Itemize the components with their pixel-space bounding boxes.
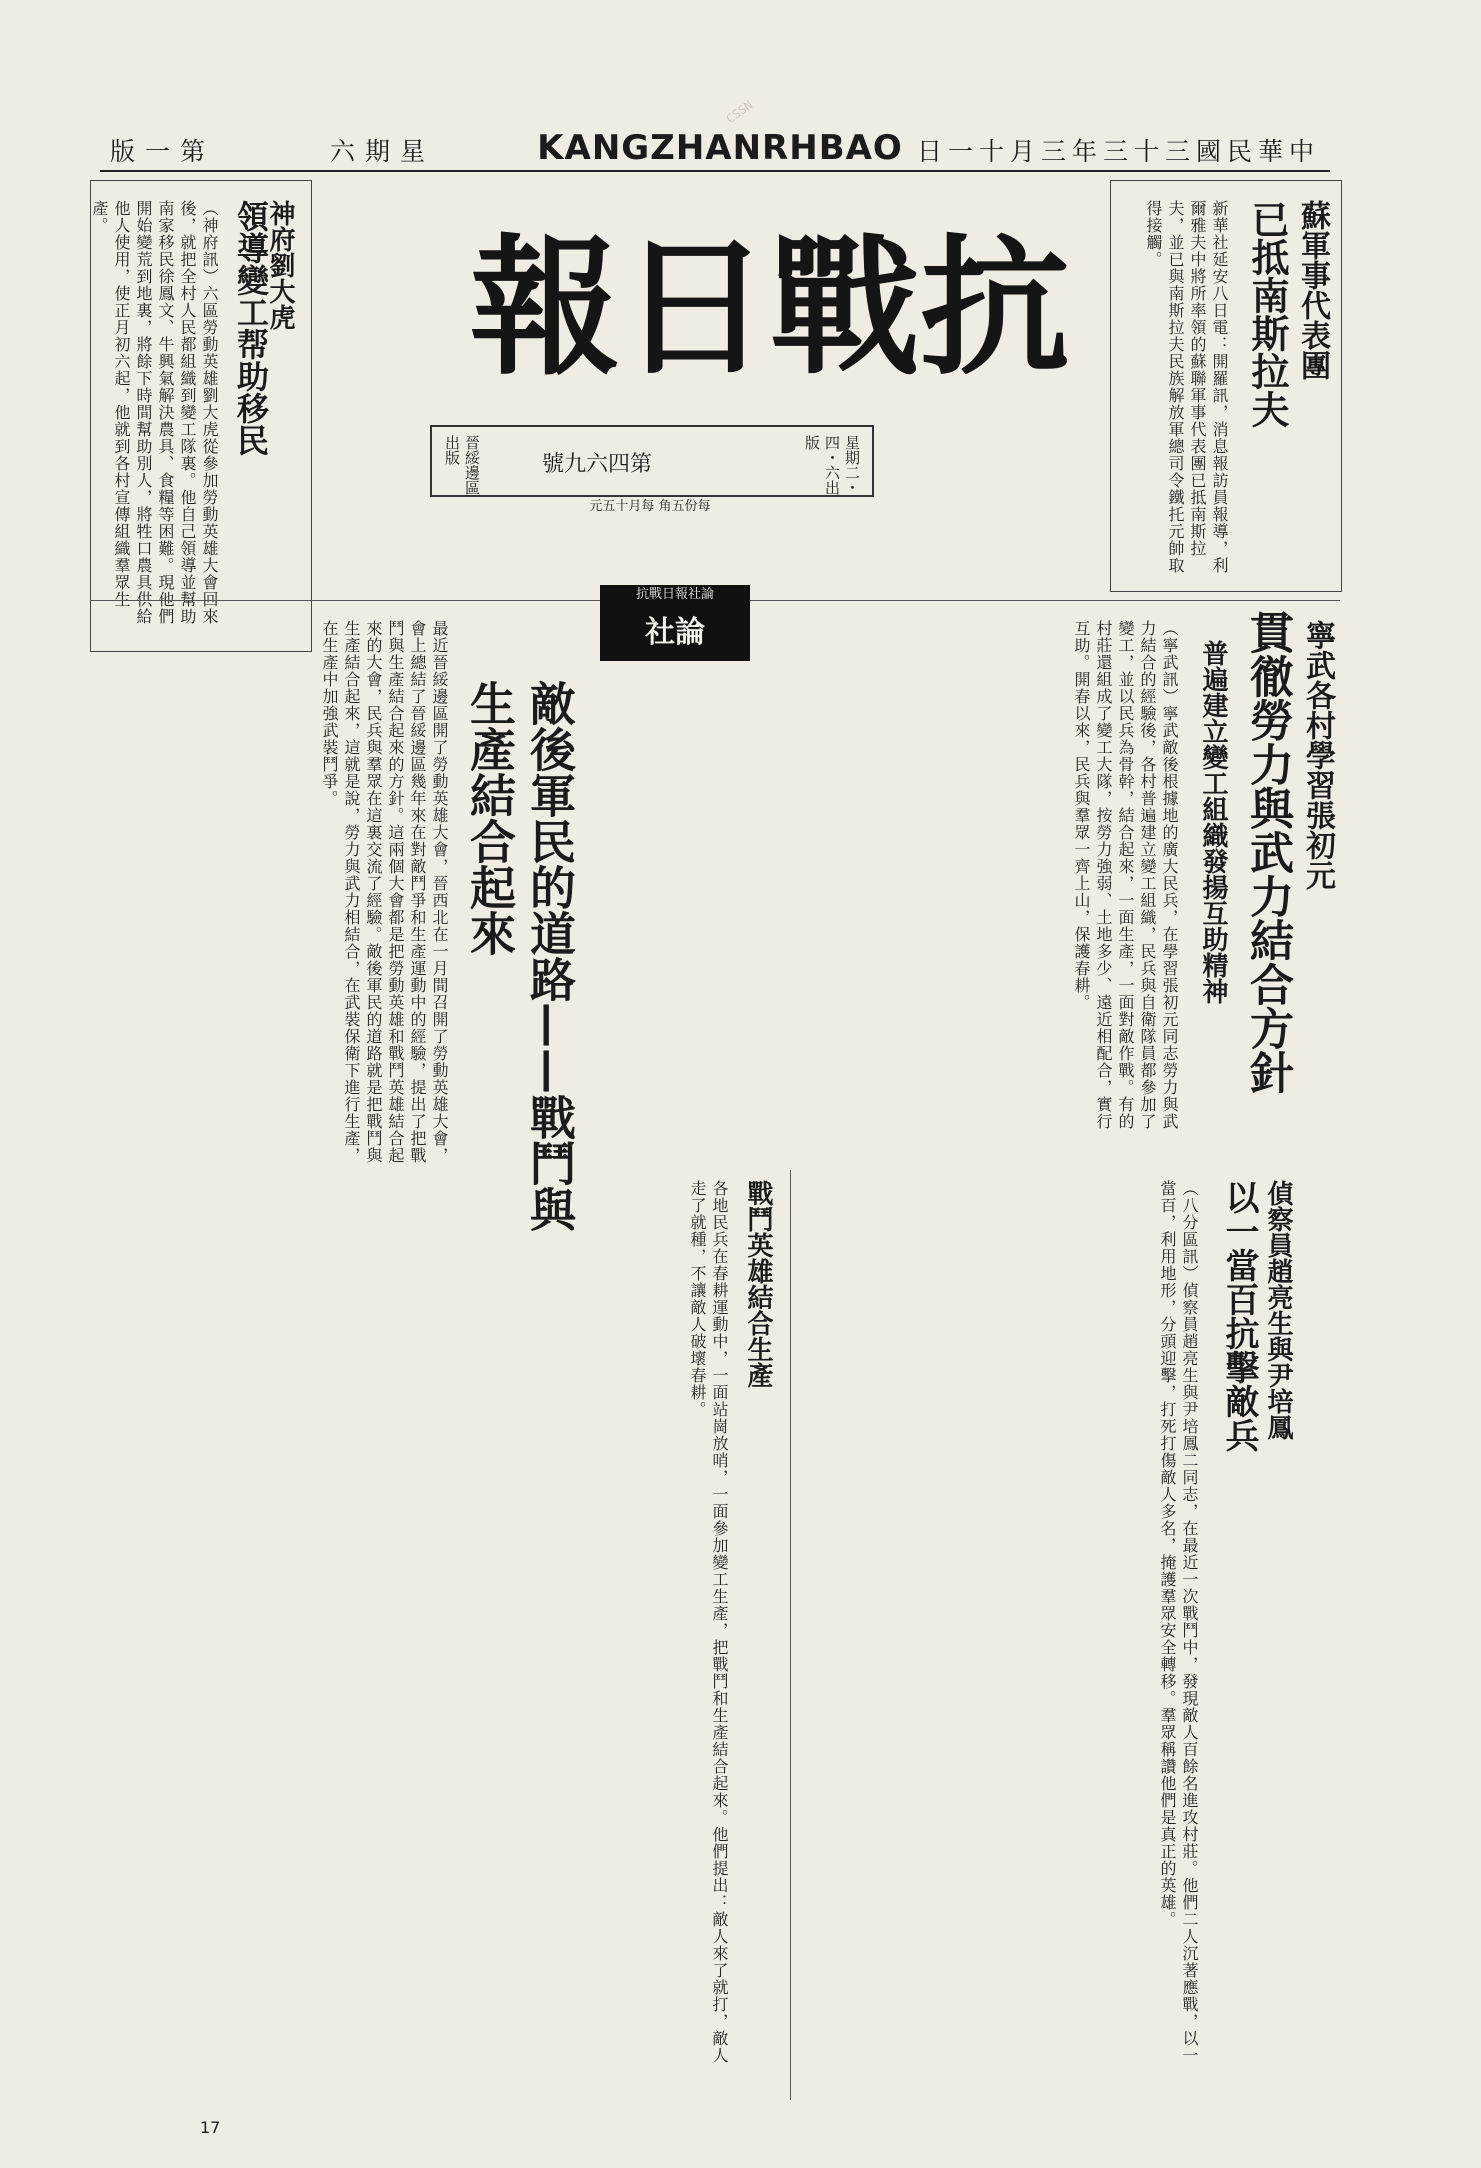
masthead-logo [440,220,1100,396]
soviet-heading-2: 已抵南斯拉夫 [1245,200,1290,428]
edition-label: 第一版 [110,137,216,166]
baxiang-body: （八分區訊）偵察員趙亮生與尹培鳳二同志，在最近一次戰鬥中，發現敵人百餘名進攻村莊。他們二人沉著應戰，以一當百，利用地形，分頭迎擊，打死打傷敵人多名，掩護羣眾安全轉移。羣眾稱讚他們是真正的英雄。 [1158,1180,1199,2064]
ningwu-heading-small: 寧武各村學習張初元 [1300,620,1335,890]
lower-heading: 戰鬥英雄結合生產 [743,1180,773,1388]
editorial-badge: 社論 [600,605,750,661]
editorial-body: 最近晉綏邊區開了勞動英雄大會，晉西北在一月間召開了勞動英雄大會，會上總結了晉綏邊區幾年來在對敵鬥爭和生產運動中的經驗，提出了把戰鬥與生產結合起來的方針。這兩個大會都是把勞動英雄和戰鬥英雄結合起來的大會，民兵與羣眾在這裏交流了經驗。敵後軍民的道路就是把戰鬥與生產結合起來，這就是說，勞力與武力相結合，在武裝保衛下進行生產，在生產中加強武裝鬥爭。 [320,620,449,1164]
masthead [440,190,1100,450]
page-header [110,128,1320,168]
baxiang-heading: 以一當百抗擊敵兵 [1219,1180,1259,1452]
publish-days: 星期二・四・六出版 [803,435,861,495]
watermark-stamp: CSSN [723,97,756,127]
ningwu-subheading: 普遍建立變工組織發揚互助精神 [1198,640,1228,1004]
weekday-label: 星期六 [330,137,436,166]
romanized-title: KANGZHANRHBAO [537,128,903,168]
lower-body: 各地民兵在春耕運動中，一面站崗放哨，一面參加變工生產，把戰鬥和生產結合起來。他們提出：敵人來了就打，敵人走了就種，不讓敵人破壞春耕。 [688,1180,729,2064]
shenfu-body: （神府訊）六區勞動英雄劉大虎從參加勞動英雄大會回來後，就把全村人民都組織到變工隊裏。他自己領導並幫助南家移民徐鳳文、牛興氣解決農具、食糧等困難。現他們開始變荒到地裏，將餘下時間幫助別人，將牲口農具供給他人使用，使正月初六起，他就到各村宣傳組織羣眾生產。 [90,200,219,625]
masthead-info-box [430,425,874,497]
ningwu-body: （寧武訊）寧武敵後根據地的廣大民兵，在學習張初元同志勞力與武力結合的經驗後，各村普遍建立變工組織，民兵與自衛隊員都參加了變工，並以民兵為骨幹，結合起來，一面生產，一面對敵作戰。有的村莊還組成了變工大隊，按勞力強弱、土地多少、遠近相配合，實行互助。開春以來，民兵與羣眾一齊上山，保護春耕。 [1072,620,1179,1130]
price-note: 每份五角 每月十五元 [589,499,711,514]
logo-text: 抗戰日報 [469,220,1071,396]
column-divider [790,1170,791,2100]
baxiang-heading-small: 偵察員趙亮生與尹培鳳 [1263,1180,1293,1440]
ningwu-heading: 貫徹勞力與武力結合方針 [1242,610,1293,1094]
issue-number: 第四六九號 [542,452,653,477]
soviet-heading-1: 蘇軍事代表團 [1295,200,1330,380]
header-rule [100,170,1330,172]
date-label: 中華民國三十三年三月十一日 [916,137,1320,166]
editorial-badge-small: 抗戰日報社論 [600,585,750,605]
publisher-label: 晉綏邊區 出版 [443,435,481,495]
shenfu-heading: 領導變工帮助移民 [232,200,270,456]
soviet-body: 新華社延安八日電：開羅訊，消息報訪員報導，利爾雅夫中將所率領的蘇聯軍事代表團已抵南斯拉夫，並已與南斯拉夫民族解放軍總司令鐵托元帥取得接觸。 [1144,200,1229,574]
page-number: 17 [200,2118,221,2137]
editorial-title: 敵後軍民的道路——戰鬥與生產結合起來 [463,680,577,1232]
shenfu-heading-top: 神府劉大虎 [265,200,295,330]
